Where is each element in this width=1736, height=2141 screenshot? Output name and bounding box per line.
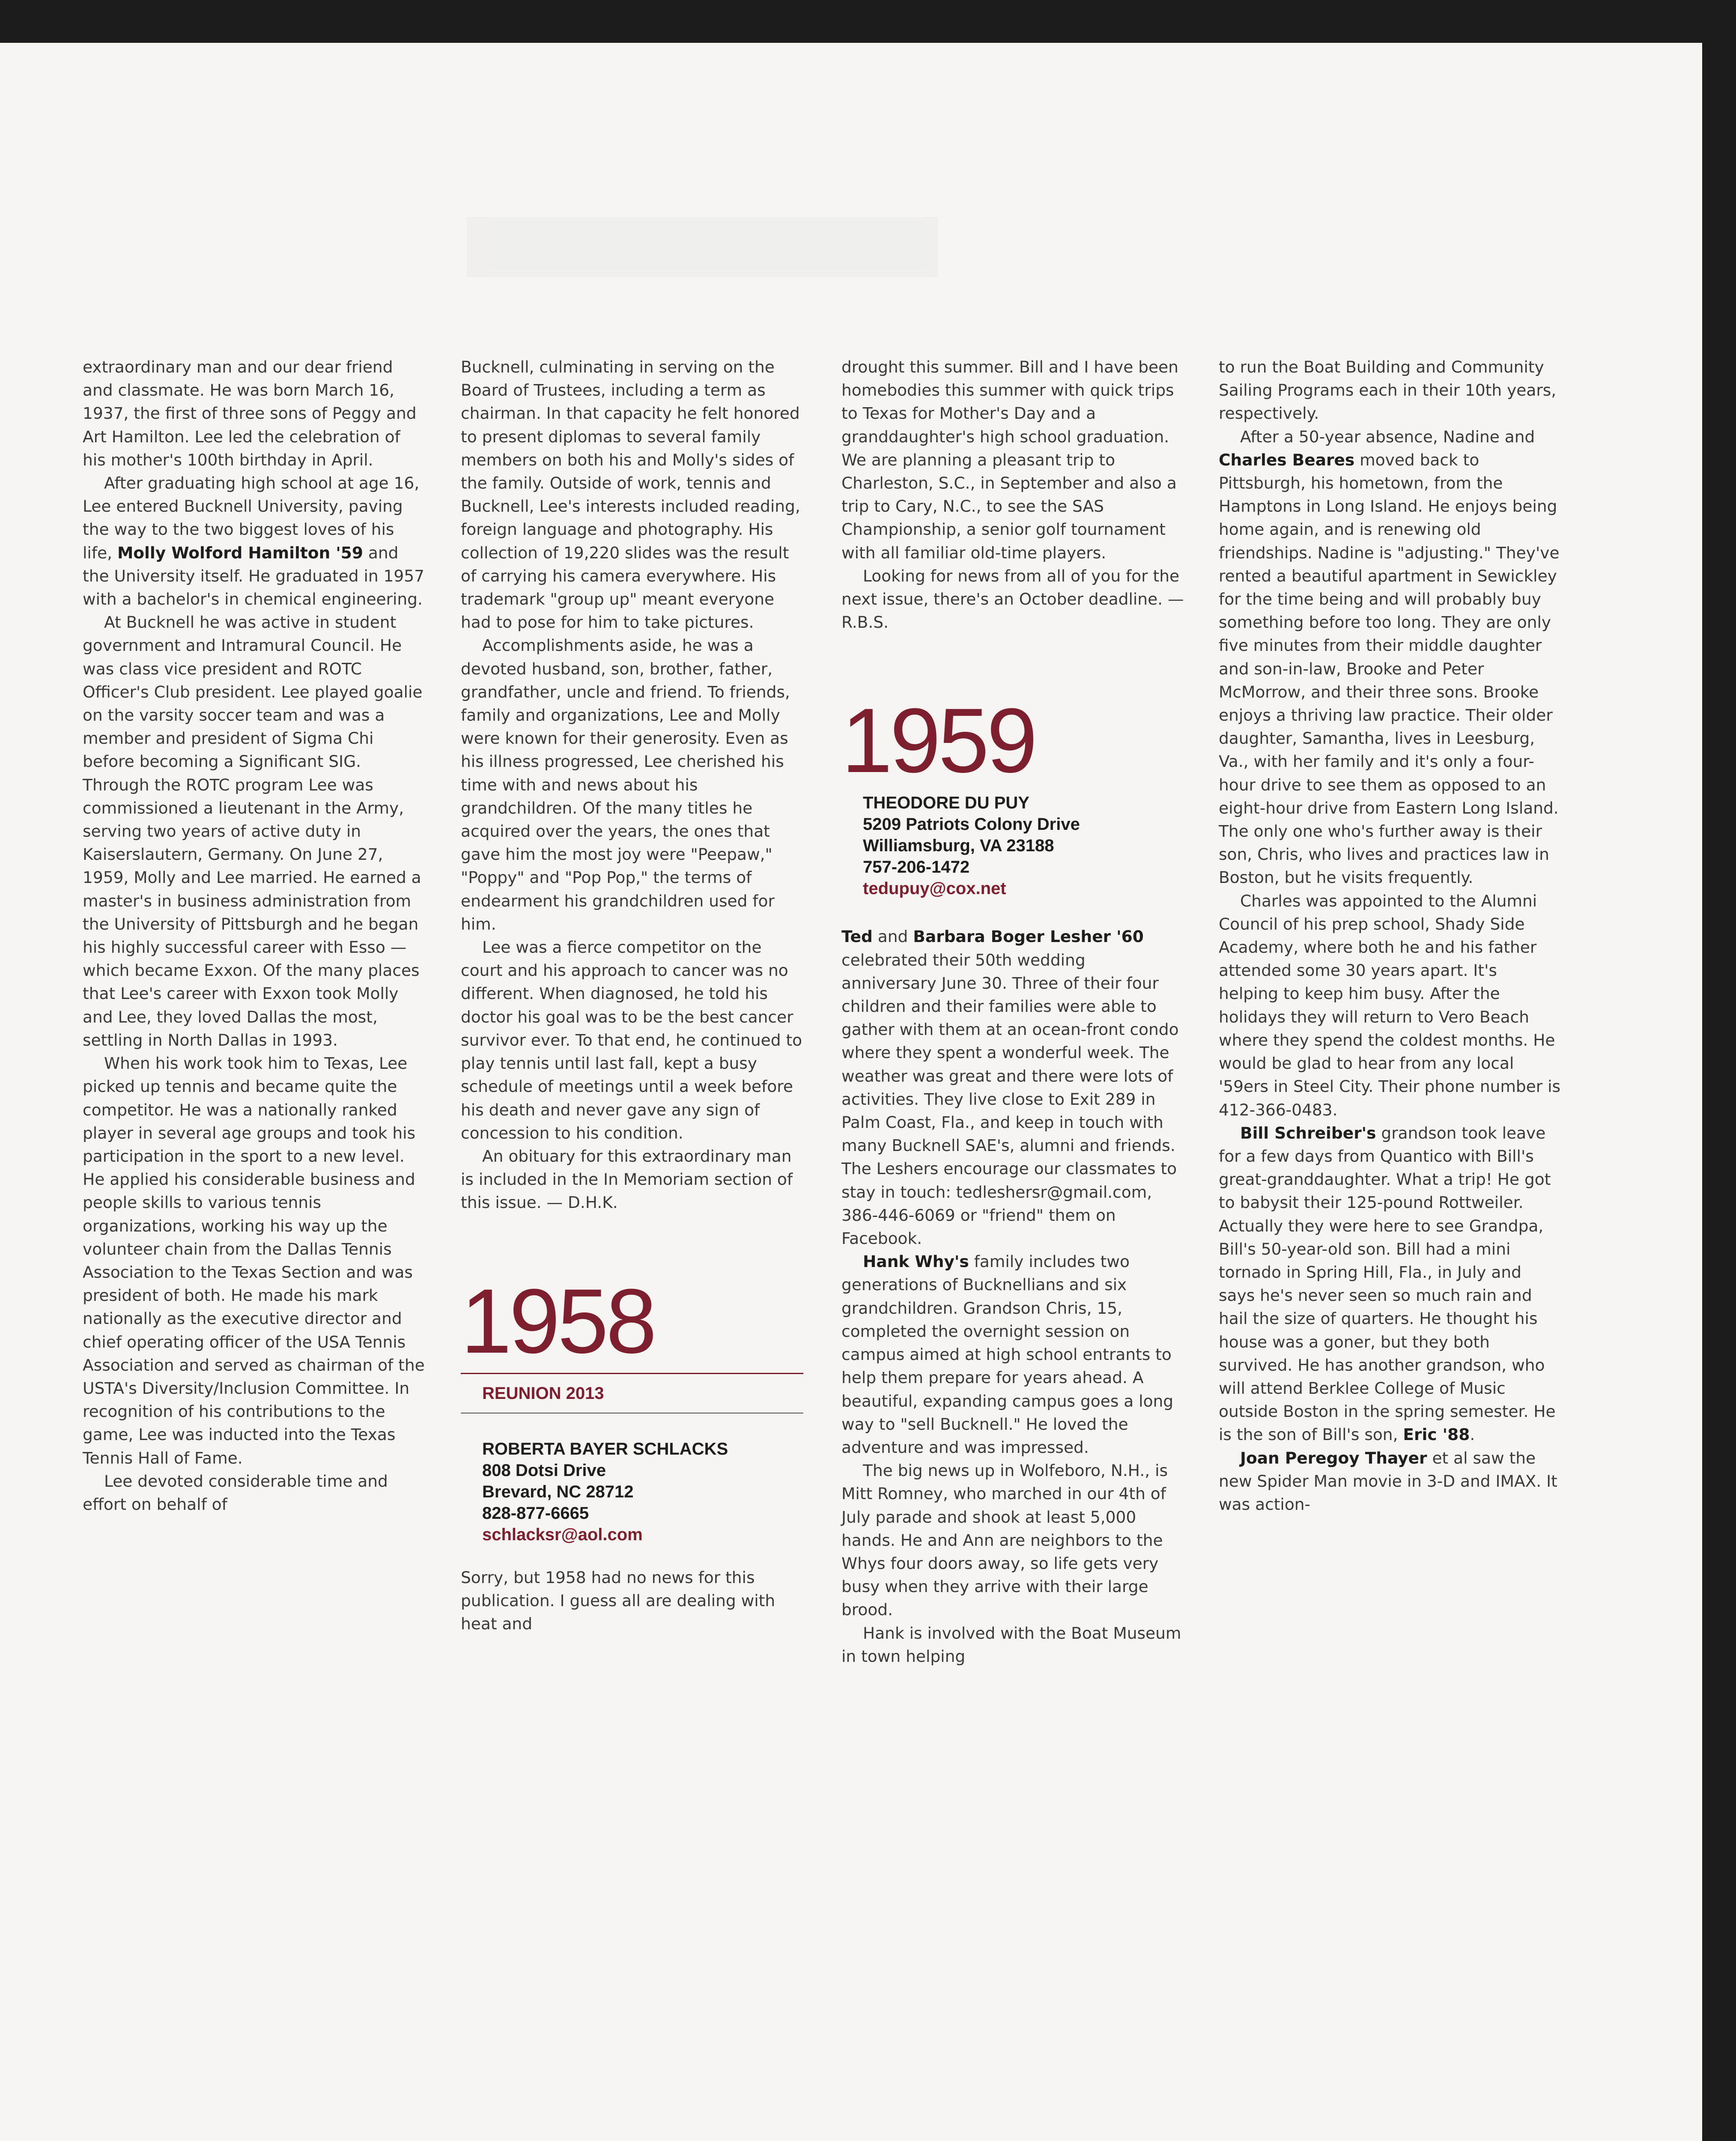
paragraph: to run the Boat Building and Community Sailing Programs each in their 10th years, respectively.	[1219, 358, 1557, 423]
reporter-city: Brevard, NC 28712	[482, 1482, 634, 1501]
class-year-heading: 1958	[461, 1270, 655, 1372]
alumni-name: Barbara Boger Lesher '60	[913, 927, 1144, 946]
alumni-name: Bill Schreiber's	[1240, 1123, 1376, 1142]
paragraph: Lee devoted considerable time and effort on behalf of	[83, 1471, 388, 1514]
column-4	[1219, 355, 1561, 1516]
paragraph: Looking for news from all of you for the next issue, there's an October deadline. — R.B.S.	[841, 566, 1184, 632]
reporter-street: 808 Dotsi Drive	[482, 1461, 606, 1480]
paragraph: Hank is involved with the Boat Museum in town helping	[841, 1623, 1181, 1666]
paragraph: Hank Why's family includes two generations of Bucknellians and six grandchildren. Grandson Chris, 15, completed the overnight session on campus aimed at high school entrants to help them prepare for years ahead. A beautiful, expanding campus goes a long way to "sell Bucknell." He loved the adventure and was impressed.	[841, 1252, 1174, 1457]
paragraph: extraordinary man and our dear friend and classmate. He was born March 16, 1937, the first of three sons of Peggy and Art Hamilton. Lee led the celebration of his mother's 100th birthday in April.	[83, 358, 417, 469]
paragraph: Sorry, but 1958 had no news for this publication. I guess all are dealing with heat and	[461, 1568, 776, 1633]
paragraph: Bill Schreiber's grandson took leave for a few days from Quantico with Bill's great-granddaughter. What a trip! He got to babysit their 125-pound Rottweiler. Actually they were here to see Grandpa, Bill's 50-year-old son. Bill had a mini tornado in Spring Hill, Fla., in July and says he's never seen so much rain and hail the size of quarters. He thought his house was a goner, but they both survived. He has another grandson, who will attend Berklee College of Music outside Boston in the spring semester. He is the son of Bill's son, Eric '88.	[1219, 1123, 1556, 1444]
reporter-street: 5209 Patriots Colony Drive	[863, 815, 1080, 834]
alumni-name: Molly Wolford Hamilton '59	[117, 543, 363, 562]
paragraph: After graduating high school at age 16, Lee entered Bucknell University, paving the way to the two biggest loves of his life, Molly Wolford Hamilton '59 and the University itself. He graduated in 1957 with a bachelor's in chemical engineering.	[83, 474, 424, 609]
reporter-name: THEODORE DU PUY	[863, 793, 1029, 813]
column-1	[83, 355, 425, 1516]
class-reporter-contact	[841, 792, 1184, 899]
class-year-heading: 1959	[841, 689, 1035, 792]
paragraph: drought this summer. Bill and I have been homebodies this summer with quick trips to Texas for Mother's Day and a granddaughter's high school graduation. We are planning a pleasant trip to Charleston, S.C., in September and also a trip to Cary, N.C., to see the SAS Championship, a senior golf tournament with all familiar old-time players.	[841, 358, 1178, 562]
paragraph: When his work took him to Texas, Lee picked up tennis and became quite the competitor. He was a nationally ranked player in several age groups and took his participation in the sport to a new level. He applied his considerable business and people skills to various tennis organizations, working his way up the volunteer chain from the Dallas Tennis Association to the Texas Section and was president of both. He made his mark nationally as the executive director and chief operating officer of the USA Tennis Association and served as chairman of the USTA's Diversity/Inclusion Committee. In recognition of his contributions to the game, Lee was inducted into the Texas Tennis Hall of Fame.	[83, 1054, 425, 1467]
paragraph: Joan Peregoy Thayer et al saw the new Spider Man movie in 3-D and IMAX. It was action-	[1219, 1448, 1557, 1514]
paragraph: The big news up in Wolfeboro, N.H., is Mitt Romney, who marched in our 4th of July parade and shook at least 5,000 hands. He and Ann are neighbors to the Whys four doors away, so life gets very busy when they arrive with their large brood.	[841, 1461, 1168, 1619]
alumni-name: Ted	[841, 927, 873, 946]
class-reporter-contact	[461, 1438, 803, 1545]
divider	[461, 1373, 803, 1374]
paragraph: An obituary for this extraordinary man is included in the In Memoriam section of this issue. — D.H.K.	[461, 1146, 793, 1212]
reporter-name: ROBERTA BAYER SCHLACKS	[482, 1439, 728, 1458]
paragraph: After a 50-year absence, Nadine and Charles Beares moved back to Pittsburgh, his hometown, from the Hamptons in Long Island. He enjoys being home again, and is renewing old friendships. Nadine is "adjusting." They've rented a beautiful apartment in Sewickley for the time being and will probably buy something before too long. They are only five minutes from their middle daughter and son-in-law, Brooke and Peter McMorrow, and their three sons. Brooke enjoys a thriving law practice. Their older daughter, Samantha, lives in Leesburg, Va., with her family and it's only a four-hour drive to see them as opposed to an eight-hour drive from Eastern Long Island. The only one who's further away is their son, Chris, who lives and practices law in Boston, but he visits frequently.	[1219, 427, 1560, 887]
faded-header-bleedthrough	[467, 210, 1109, 304]
paragraph: Lee was a fierce competitor on the court and his approach to cancer was no different. When diagnosed, he told his doctor his goal was to be the best cancer survivor ever. To that end, he continued to play tennis until last fall, kept a busy schedule of meetings until a week before his death and never gave any sign of concession to his condition.	[461, 938, 802, 1142]
magazine-page	[0, 43, 1702, 2141]
column-2	[461, 355, 803, 1635]
alumni-name: Charles Beares	[1219, 450, 1355, 469]
class-1959-section	[841, 689, 1184, 1668]
reporter-phone: 757-206-1472	[863, 858, 970, 877]
reporter-phone: 828-877-6665	[482, 1503, 589, 1523]
paragraph: At Bucknell he was active in student government and Intramural Council. He was class vice president and ROTC Officer's Club president. Lee played goalie on the varsity soccer team and was a member and president of Sigma Chi before becoming a Significant SIG. Through the ROTC program Lee was commissioned a lieutenant in the Army, serving two years of active duty in Kaiserslautern, Germany. On June 27, 1959, Molly and Lee married. He earned a master's in business administration from the University of Pittsburgh and he began his highly successful career with Esso — which became Exxon. Of the many places that Lee's career with Exxon took Molly and Lee, they loved Dallas the most, settling in North Dallas in 1993.	[83, 613, 423, 1050]
reunion-label: REUNION 2013	[482, 1384, 604, 1403]
alumni-name: Hank Why's	[863, 1252, 969, 1271]
alumni-name: Joan Peregoy Thayer	[1240, 1448, 1427, 1467]
paragraph: Bucknell, culminating in serving on the Board of Trustees, including a term as chairman. In that capacity he felt honored to present diplomas to several family members on both his and Molly's sides of the family. Outside of work, tennis and Bucknell, Lee's interests included reading, foreign language and photography. His collection of 19,220 slides was the result of carrying his camera everywhere. His trademark "group up" meant everyone had to pose for him to take pictures.	[461, 358, 800, 632]
class-1958-section	[461, 1270, 803, 1636]
reporter-city: Williamsburg, VA 23188	[863, 836, 1054, 856]
paragraph: Charles was appointed to the Alumni Council of his prep school, Shady Side Academy, where both he and his father attended some 30 years apart. It's helping to keep him busy. After the holidays they will return to Vero Beach where they spend the coldest months. He would be glad to hear from any local '59ers in Steel City. Their phone number is 412-366-0483.	[1219, 891, 1561, 1119]
reporter-email[interactable]: tedupuy@cox.net	[863, 879, 1006, 898]
paragraph: Ted and Barbara Boger Lesher '60 celebrated their 50th wedding anniversary June 30. Three of their four children and their families were able to gather with them at an ocean-front condo where they spent a wonderful week. The weather was great and there were lots of activities. They live close to Exit 289 in Palm Coast, Fla., and keep in touch with many Bucknell SAE's, alumni and friends. The Leshers encourage our classmates to stay in touch: tedleshersr@gmail.com, 386-446-6069 or "friend" them on Facebook.	[841, 927, 1179, 1248]
reporter-email[interactable]: schlacksr@aol.com	[482, 1525, 643, 1544]
column-3	[841, 355, 1184, 1668]
paragraph: Accomplishments aside, he was a devoted husband, son, brother, father, grandfather, uncle and friend. To friends, family and organizations, Lee and Molly were known for their generosity. Even as his illness progressed, Lee cherished his time with and news about his grandchildren. Of the many titles he acquired over the years, the ones that gave him the most joy were "Peepaw," "Poppy" and "Pop Pop," the terms of endearment his grandchildren used for him.	[461, 636, 790, 933]
alumni-name: Eric '88	[1403, 1425, 1470, 1444]
